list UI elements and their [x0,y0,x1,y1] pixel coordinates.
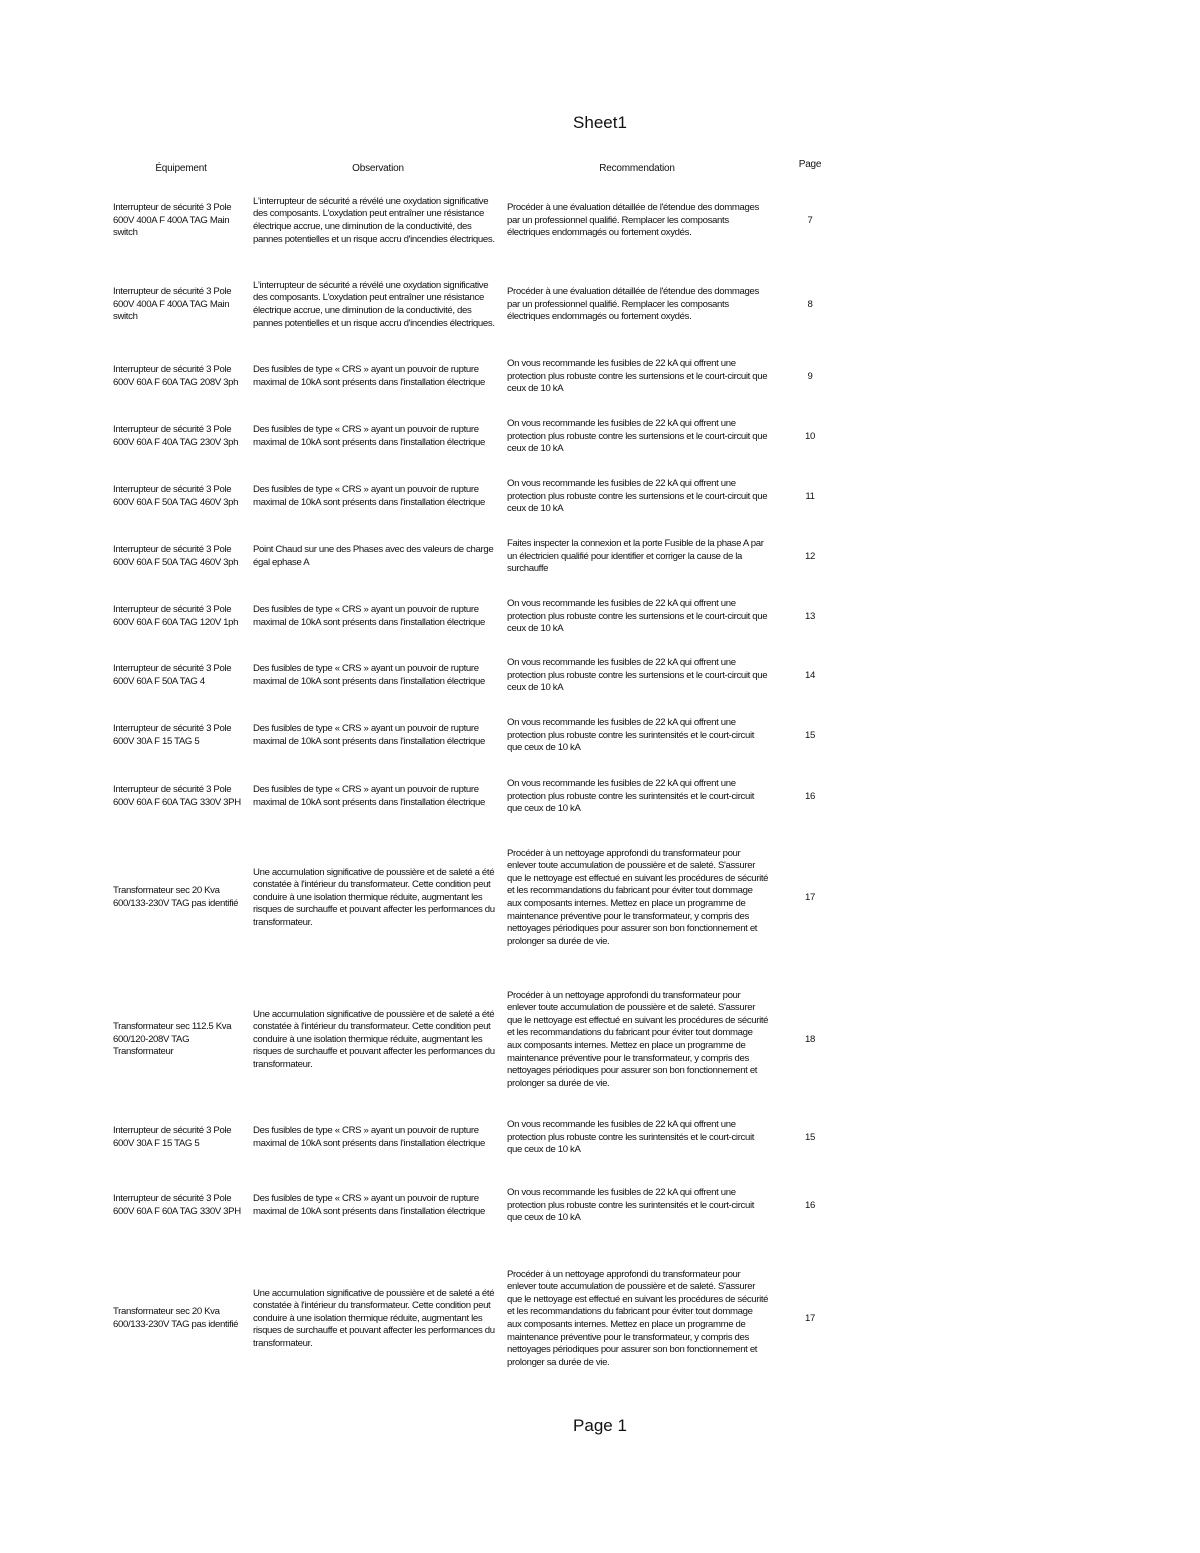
observation-cell: Des fusibles de type « CRS » ayant un pouvoir de rupture maximal de 10kA sont présents dans l'installation électrique [253,604,486,628]
table-row [0,597,1200,637]
equipment-cell: Interrupteur de sécurité 3 Pole 600V 30A F 15 TAG 5 [113,723,232,747]
table-row [0,417,1200,457]
page-number-cell: 7 [807,214,813,226]
page-number-cell: 18 [805,1033,815,1045]
observation-cell: Des fusibles de type « CRS » ayant un pouvoir de rupture maximal de 10kA sont présents dans l'installation électrique [253,1125,486,1149]
observation-cell: L'interrupteur de sécurité a révélé une oxydation significative des composants. L'oxydation peut entraîner une résistance électrique accrue, une diminution de la conductivité, des pannes potentielles et un risque accru d'incendies électriques. [253,195,495,245]
page-number-cell: 14 [805,669,815,681]
recommendation-cell: On vous recommande les fusibles de 22 kA qui offrent une protection plus robuste contre les surtensions et le court-circuit que ceux de 10 kA [507,358,768,395]
page-number-cell: 17 [805,891,815,903]
equipment-cell: Interrupteur de sécurité 3 Pole 600V 400A F 400A TAG Main switch [113,202,232,239]
page-number-cell: 15 [805,1131,815,1143]
recommendation-cell: Faites inspecter la connexion et la porte Fusible de la phase A par un électricien qualifié pour identifier et corriger la cause de la surchauffe [507,538,764,575]
page-number-cell: 11 [805,490,815,502]
recommendation-cell: On vous recommande les fusibles de 22 kA qui offrent une protection plus robuste contre les surtensions et le court-circuit que ceux de 10 kA [507,657,768,694]
table-row [0,716,1200,756]
equipment-cell: Interrupteur de sécurité 3 Pole 600V 60A F 40A TAG 230V 3ph [113,424,239,448]
equipment-cell: Interrupteur de sécurité 3 Pole 600V 60A F 60A TAG 120V 1ph [113,604,239,628]
recommendation-cell: Procéder à un nettoyage approfondi du transformateur pour enlever toute accumulation de poussière et de saleté. S'assurer que le nettoyage est effectué en suivant les procédures de sécurité et les recommandations du fabricant pour éviter tout dommage aux composants internes. Mettez en place un programme de maintenance préventive pour le transformateur, y compris des nettoyages périodiques pour assurer son bon fonctionnement et prolonger sa durée de vie. [507,1268,769,1368]
equipment-cell: Interrupteur de sécurité 3 Pole 600V 30A F 15 TAG 5 [113,1125,232,1149]
observation-cell: Des fusibles de type « CRS » ayant un pouvoir de rupture maximal de 10kA sont présents dans l'installation électrique [253,424,486,448]
equipment-cell: Interrupteur de sécurité 3 Pole 600V 60A F 50A TAG 460V 3ph [113,484,239,508]
recommendation-cell: On vous recommande les fusibles de 22 kA qui offrent une protection plus robuste contre les surintensités et le court-circuit que ceux de 10 kA [507,1187,755,1224]
recommendation-cell: Procéder à une évaluation détaillée de l'étendue des dommages par un professionnel qualifié. Remplacer les composants électriques endommagés ou fortement oxydés. [507,202,759,239]
table-row [0,1186,1200,1226]
sheet-title: Sheet1 [573,113,627,132]
equipment-cell: Interrupteur de sécurité 3 Pole 600V 60A F 60A TAG 330V 3PH [113,1193,241,1217]
table-row [0,975,1200,1105]
equipment-cell: Transformateur sec 20 Kva 600/133-230V TAG pas identifié [113,885,239,909]
observation-cell: Des fusibles de type « CRS » ayant un pouvoir de rupture maximal de 10kA sont présents dans l'installation électrique [253,784,486,808]
observation-cell: Une accumulation significative de poussière et de saleté a été constatée à l'intérieur du transformateur. Cette condition peut conduire à une isolation thermique réduite, augmentant les risques de surchauffe et pouvant affecter les performances du transformateur. [253,1008,495,1070]
equipment-cell: Interrupteur de sécurité 3 Pole 600V 400A F 400A TAG Main switch [113,286,232,323]
page-number-cell: 10 [805,430,815,442]
equipment-cell: Transformateur sec 20 Kva 600/133-230V TAG pas identifié [113,1306,239,1330]
observation-cell: Des fusibles de type « CRS » ayant un pouvoir de rupture maximal de 10kA sont présents dans l'installation électrique [253,484,486,508]
table-row [0,537,1200,577]
recommendation-cell: On vous recommande les fusibles de 22 kA qui offrent une protection plus robuste contre les surtensions et le court-circuit que ceux de 10 kA [507,598,768,635]
column-header-equipment: Équipement [155,163,207,174]
equipment-cell: Interrupteur de sécurité 3 Pole 600V 60A F 50A TAG 4 [113,663,232,687]
observation-cell: L'interrupteur de sécurité a révélé une oxydation significative des composants. L'oxydation peut entraîner une résistance électrique accrue, une diminution de la conductivité, des pannes potentielles et un risque accru d'incendies électriques. [253,279,495,329]
equipment-cell: Interrupteur de sécurité 3 Pole 600V 60A F 60A TAG 208V 3ph [113,364,239,388]
recommendation-cell: Procéder à un nettoyage approfondi du transformateur pour enlever toute accumulation de poussière et de saleté. S'assurer que le nettoyage est effectué en suivant les procédures de sécurité et les recommandations du fabricant pour éviter tout dommage aux composants internes. Mettez en place un programme de maintenance préventive pour le transformateur, y compris des nettoyages périodiques pour assurer son bon fonctionnement et prolonger sa durée de vie. [507,847,769,947]
page-number-cell: 8 [807,298,813,310]
table-row [0,1118,1200,1158]
table-row [0,267,1200,343]
page-number-cell: 9 [807,370,813,382]
recommendation-cell: Procéder à un nettoyage approfondi du transformateur pour enlever toute accumulation de poussière et de saleté. S'assurer que le nettoyage est effectué en suivant les procédures de sécurité et les recommandations du fabricant pour éviter tout dommage aux composants internes. Mettez en place un programme de maintenance préventive pour le transformateur, y compris des nettoyages périodiques pour assurer son bon fonctionnement et prolonger sa durée de vie. [507,989,769,1089]
equipment-cell: Interrupteur de sécurité 3 Pole 600V 60A F 50A TAG 460V 3ph [113,544,239,568]
observation-cell: Des fusibles de type « CRS » ayant un pouvoir de rupture maximal de 10kA sont présents dans l'installation électrique [253,663,486,687]
recommendation-cell: On vous recommande les fusibles de 22 kA qui offrent une protection plus robuste contre les surintensités et le court-circuit que ceux de 10 kA [507,1119,755,1156]
equipment-cell: Transformateur sec 112.5 Kva 600/120-208V TAG Transformateur [113,1021,232,1058]
table-row [0,1254,1200,1384]
observation-cell: Des fusibles de type « CRS » ayant un pouvoir de rupture maximal de 10kA sont présents dans l'installation électrique [253,1193,486,1217]
table-row [0,777,1200,817]
table-row [0,477,1200,517]
observation-cell: Une accumulation significative de poussière et de saleté a été constatée à l'intérieur du transformateur. Cette condition peut conduire à une isolation thermique réduite, augmentant les risques de surchauffe et pouvant affecter les performances du transformateur. [253,866,495,928]
page-number-cell: 13 [805,610,815,622]
column-header-page: Page [798,159,822,170]
table-row [0,833,1200,963]
observation-cell: Des fusibles de type « CRS » ayant un pouvoir de rupture maximal de 10kA sont présents dans l'installation électrique [253,364,486,388]
table-row [0,183,1200,259]
recommendation-cell: Procéder à une évaluation détaillée de l'étendue des dommages par un professionnel qualifié. Remplacer les composants électriques endommagés ou fortement oxydés. [507,286,759,323]
recommendation-cell: On vous recommande les fusibles de 22 kA qui offrent une protection plus robuste contre les surtensions et le court-circuit que ceux de 10 kA [507,418,768,455]
column-header-observation: Observation [352,163,404,174]
equipment-cell: Interrupteur de sécurité 3 Pole 600V 60A F 60A TAG 330V 3PH [113,784,241,808]
table-row [0,357,1200,397]
table-row [0,656,1200,696]
page-number-cell: 12 [805,550,815,562]
page-number-cell: 15 [805,729,815,741]
recommendation-cell: On vous recommande les fusibles de 22 kA qui offrent une protection plus robuste contre les surintensités et le court-circuit que ceux de 10 kA [507,717,755,754]
observation-cell: Une accumulation significative de poussière et de saleté a été constatée à l'intérieur du transformateur. Cette condition peut conduire à une isolation thermique réduite, augmentant les risques de surchauffe et pouvant affecter les performances du transformateur. [253,1287,495,1349]
page-number-cell: 17 [805,1312,815,1324]
column-header-recommendation: Recommendation [599,163,675,174]
recommendation-cell: On vous recommande les fusibles de 22 kA qui offrent une protection plus robuste contre les surtensions et le court-circuit que ceux de 10 kA [507,478,768,515]
observation-cell: Des fusibles de type « CRS » ayant un pouvoir de rupture maximal de 10kA sont présents dans l'installation électrique [253,723,486,747]
page-footer: Page 1 [573,1416,627,1435]
page-number-cell: 16 [805,790,815,802]
observation-cell: Point Chaud sur une des Phases avec des valeurs de charge égal ephase A [253,544,494,568]
page-number-cell: 16 [805,1199,815,1211]
recommendation-cell: On vous recommande les fusibles de 22 kA qui offrent une protection plus robuste contre les surintensités et le court-circuit que ceux de 10 kA [507,778,755,815]
